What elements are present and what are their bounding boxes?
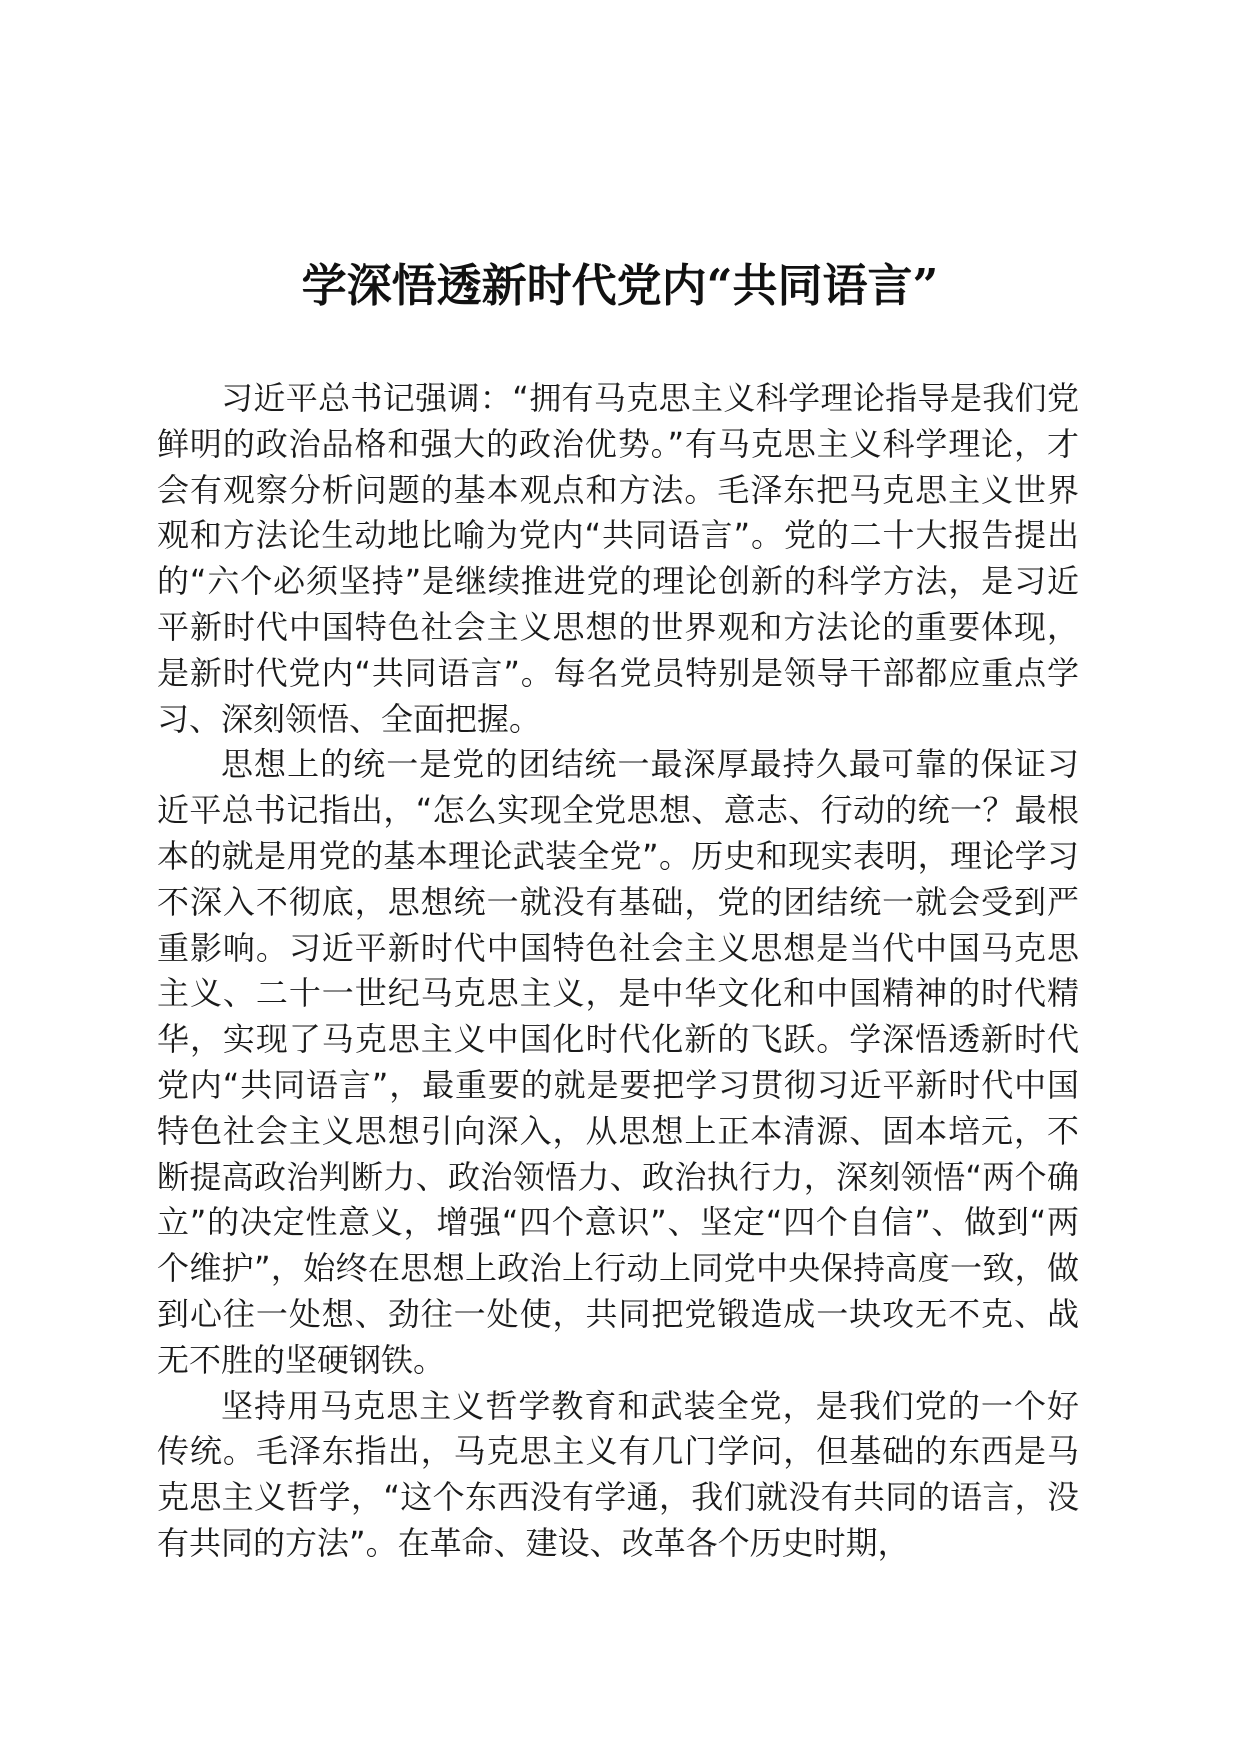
paragraph-2: 思想上的统一是党的团结统一最深厚最持久最可靠的保证习近平总书记指出，“怎么实现全党思想、意志、行动的统一？最根本的就是用党的基本理论武装全党”。历史和现实表明，理论学习不深入不彻底，思想统一就没有基础，党的团结统一就会受到严重影响。习近平新时代中国特色社会主义思想是当代中国马克思主义、二十一世纪马克思主义，是中华文化和中国精神的时代精华，实现了马克思主义中国化时代化新的飞跃。学深悟透新时代党内“共同语言”，最重要的就是要把学习贯彻习近平新时代中国特色社会主义思想引向深入，从思想上正本清源、固本培元，不断提高政治判断力、政治领悟力、政治执行力，深刻领悟“两个确立”的决定性意义，增强“四个意识”、坚定“四个自信”、做到“两个维护”，始终在思想上政治上行动上同党中央保持高度一致，做到心往一处想、劲往一处使，共同把党锻造成一块攻无不克、战无不胜的坚硬钢铁。 [157,745,1079,1379]
paragraph-1: 习近平总书记强调：“拥有马克思主义科学理论指导是我们党鲜明的政治品格和强大的政治优势。”有马克思主义科学理论，才会有观察分析问题的基本观点和方法。毛泽东把马克思主义世界观和方法论生动地比喻为党内“共同语言”。党的二十大报告提出的“六个必须坚持”是继续推进党的理论创新的科学方法，是习近平新时代中国特色社会主义思想的世界观和方法论的重要体现，是新时代党内“共同语言”。每名党员特别是领导干部都应重点学习、深刻领悟、全面把握。 [157,379,1079,738]
paragraph-3: 坚持用马克思主义哲学教育和武装全党，是我们党的一个好传统。毛泽东指出，马克思主义有几门学问，但基础的东西是马克思主义哲学，“这个东西没有学通，我们就没有共同的语言，没有共同的方法”。在革命、建设、改革各个历史时期， [157,1386,1079,1562]
document-title: 学深悟透新时代党内“共同语言” [301,259,939,312]
document-body [157,376,1079,1567]
